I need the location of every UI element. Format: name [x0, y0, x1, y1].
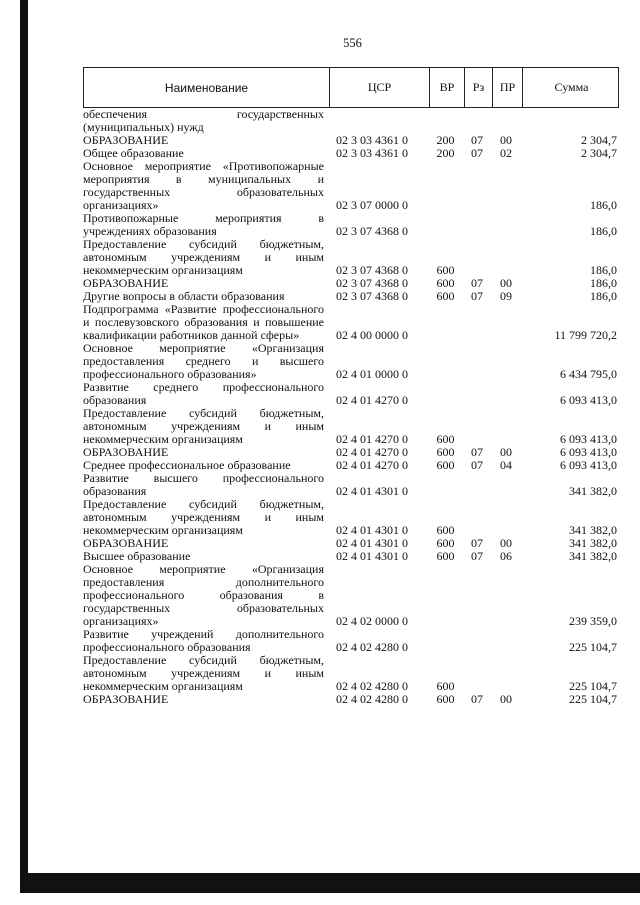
row-csr: 02 4 01 4270 0: [336, 393, 408, 407]
row-sum: 6 093 413,0: [560, 393, 617, 407]
table-row: [83, 160, 619, 212]
row-name: Предоставление субсидий бюджетным, автономным учреждениям и иным некоммерческим организациям: [83, 237, 324, 277]
row-pr: 06: [500, 549, 512, 563]
row-rz: 07: [471, 276, 483, 290]
row-pr: 00: [500, 692, 512, 706]
row-rz: 07: [471, 289, 483, 303]
row-csr: 02 3 07 4368 0: [336, 263, 408, 277]
row-csr: 02 3 03 4361 0: [336, 133, 408, 147]
row-name: Предоставление субсидий бюджетным, автономным учреждениям и иным некоммерческим организациям: [83, 406, 324, 446]
page-number: 556: [343, 36, 362, 50]
table-body: [83, 108, 619, 706]
budget-table: [83, 67, 619, 706]
row-name: ОБРАЗОВАНИЕ: [83, 276, 169, 290]
row-csr: 02 4 01 0000 0: [336, 367, 408, 381]
row-sum: 11 799 720,2: [554, 328, 617, 342]
table-row: [83, 212, 619, 238]
table-row: [83, 342, 619, 381]
row-sum: 6 093 413,0: [560, 432, 617, 446]
row-rz: 07: [471, 146, 483, 160]
header-vr: ВР: [429, 68, 464, 107]
row-name: ОБРАЗОВАНИЕ: [83, 133, 169, 147]
row-csr: 02 4 02 0000 0: [336, 614, 408, 628]
row-sum: 341 382,0: [569, 536, 617, 550]
header-pr: ПР: [492, 68, 522, 107]
row-pr: 00: [500, 445, 512, 459]
row-sum: 341 382,0: [569, 484, 617, 498]
row-csr: 02 4 01 4301 0: [336, 536, 408, 550]
row-vr: 600: [436, 263, 455, 277]
row-csr: 02 3 07 4368 0: [336, 224, 408, 238]
table-row: [83, 407, 619, 446]
row-pr: 09: [500, 289, 512, 303]
row-name: ОБРАЗОВАНИЕ: [83, 692, 169, 706]
row-csr: 02 4 02 4280 0: [336, 692, 408, 706]
row-csr: 02 4 01 4270 0: [336, 445, 408, 459]
row-sum: 6 093 413,0: [560, 445, 617, 459]
table-row: [83, 563, 619, 628]
row-csr: 02 3 07 4368 0: [336, 276, 408, 290]
table-row: [83, 381, 619, 407]
row-name: Общее образование: [83, 146, 184, 160]
row-sum: 186,0: [590, 224, 617, 238]
row-sum: 186,0: [590, 289, 617, 303]
table-row: [83, 628, 619, 654]
row-csr: 02 4 02 4280 0: [336, 640, 408, 654]
row-sum: 239 359,0: [569, 614, 617, 628]
row-name: Предоставление субсидий бюджетным, автономным учреждениям и иным некоммерческим организациям: [83, 497, 324, 537]
header-sum: Сумма: [522, 68, 620, 107]
scan-edge-left: [20, 0, 28, 893]
row-pr: 00: [500, 133, 512, 147]
row-name: обеспечения государственных (муниципальных) нужд: [83, 107, 324, 134]
row-pr: 04: [500, 458, 512, 472]
row-sum: 186,0: [590, 198, 617, 212]
row-name: Противопожарные мероприятия в учреждениях образования: [83, 211, 324, 238]
row-vr: 600: [436, 432, 455, 446]
row-csr: 02 4 02 4280 0: [336, 679, 408, 693]
row-vr: 600: [436, 692, 455, 706]
table-row: [83, 472, 619, 498]
table-row: [83, 654, 619, 693]
row-sum: 186,0: [590, 263, 617, 277]
row-sum: 186,0: [590, 276, 617, 290]
row-vr: 600: [436, 523, 455, 537]
row-sum: 341 382,0: [569, 549, 617, 563]
row-rz: 07: [471, 536, 483, 550]
row-sum: 6 434 795,0: [560, 367, 617, 381]
row-vr: 600: [436, 549, 455, 563]
row-name: Основное мероприятие «Организация предоставления среднего и высшего профессионального образования»: [83, 341, 324, 381]
row-vr: 600: [436, 458, 455, 472]
row-rz: 07: [471, 692, 483, 706]
row-name: Подпрограмма «Развитие профессионального и послевузовского образования и повышение квалификации работников данной сферы»: [83, 302, 324, 342]
row-rz: 07: [471, 133, 483, 147]
table-row: [83, 498, 619, 537]
row-name: Среднее профессиональное образование: [83, 458, 291, 472]
table-header: [83, 67, 619, 108]
row-vr: 600: [436, 289, 455, 303]
row-name: Предоставление субсидий бюджетным, автономным учреждениям и иным некоммерческим организациям: [83, 653, 324, 693]
row-csr: 02 3 07 0000 0: [336, 198, 408, 212]
row-rz: 07: [471, 445, 483, 459]
row-name: Другие вопросы в области образования: [83, 289, 285, 303]
scan-edge-bottom: [20, 873, 640, 893]
row-name: Основное мероприятие «Организация предоставления дополнительного профессионального образования в государственных образовательных организациях»: [83, 562, 324, 628]
row-csr: 02 4 01 4270 0: [336, 458, 408, 472]
row-vr: 600: [436, 679, 455, 693]
row-csr: 02 3 03 4361 0: [336, 146, 408, 160]
row-rz: 07: [471, 549, 483, 563]
row-sum: 2 304,7: [581, 133, 617, 147]
row-vr: 600: [436, 536, 455, 550]
header-name: Наименование: [164, 80, 249, 95]
row-name: Развитие высшего профессионального образования: [83, 471, 324, 498]
row-name: Развитие среднего профессионального образования: [83, 380, 324, 407]
row-csr: 02 3 07 4368 0: [336, 289, 408, 303]
row-name: Основное мероприятие «Противопожарные мероприятия в муниципальных и государственных образовательных организациях»: [83, 159, 324, 212]
table-row: [83, 693, 619, 706]
row-sum: 225 104,7: [569, 692, 617, 706]
row-csr: 02 4 00 0000 0: [336, 328, 408, 342]
row-pr: 02: [500, 146, 512, 160]
row-sum: 341 382,0: [569, 523, 617, 537]
row-vr: 600: [436, 445, 455, 459]
row-sum: 2 304,7: [581, 146, 617, 160]
row-csr: 02 4 01 4301 0: [336, 523, 408, 537]
table-row: [83, 303, 619, 342]
row-vr: 200: [436, 133, 455, 147]
row-sum: 6 093 413,0: [560, 458, 617, 472]
row-sum: 225 104,7: [569, 640, 617, 654]
row-csr: 02 4 01 4301 0: [336, 484, 408, 498]
row-name: ОБРАЗОВАНИЕ: [83, 536, 169, 550]
row-name: ОБРАЗОВАНИЕ: [83, 445, 169, 459]
header-rz: Рз: [464, 68, 492, 107]
row-name: Развитие учреждений дополнительного профессионального образования: [83, 627, 324, 654]
row-vr: 200: [436, 146, 455, 160]
row-csr: 02 4 01 4270 0: [336, 432, 408, 446]
table-row: [83, 238, 619, 277]
row-name: Высшее образование: [83, 549, 191, 563]
row-rz: 07: [471, 458, 483, 472]
row-sum: 225 104,7: [569, 679, 617, 693]
row-csr: 02 4 01 4301 0: [336, 549, 408, 563]
row-pr: 00: [500, 276, 512, 290]
table-row: [83, 108, 619, 134]
row-pr: 00: [500, 536, 512, 550]
row-vr: 600: [436, 276, 455, 290]
header-csr: ЦСР: [329, 68, 429, 107]
